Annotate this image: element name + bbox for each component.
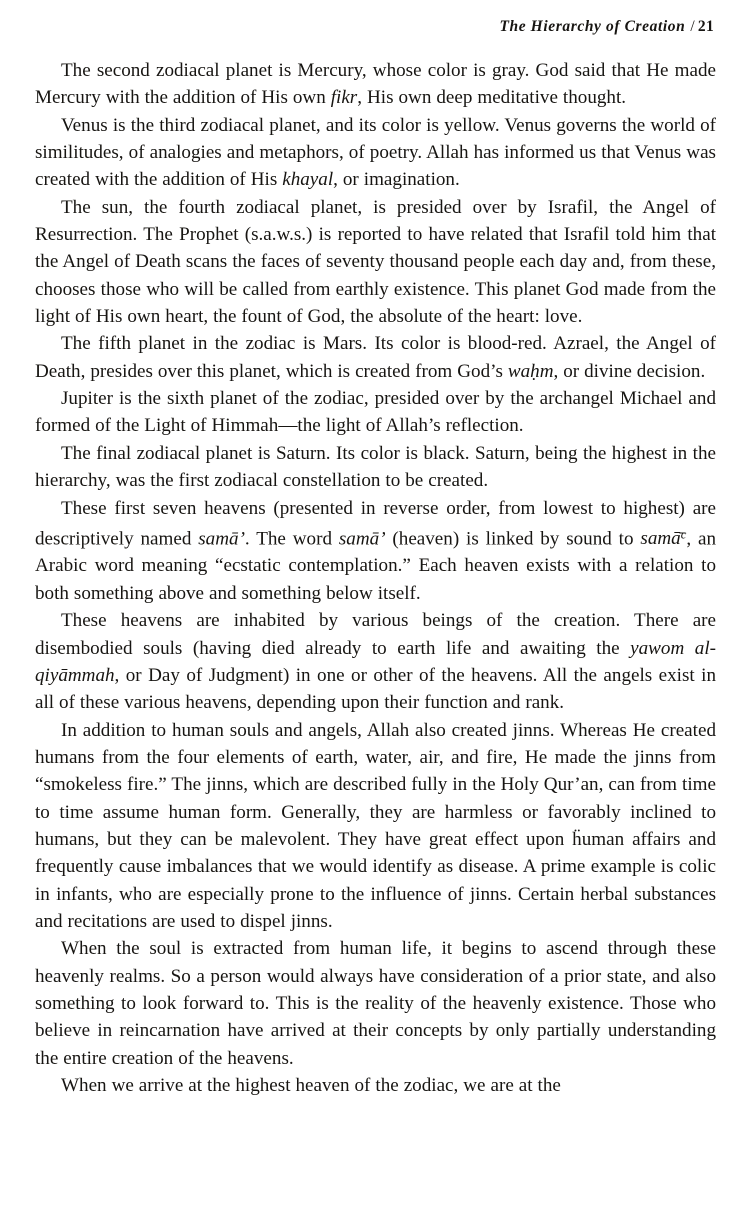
text-run: (heaven) is linked by sound to	[385, 528, 641, 550]
transliterated-term: khayal	[282, 169, 334, 191]
paragraph	[35, 440, 716, 495]
text-run: In addition to human souls and angels, Allah also created jinns. Whereas He created humans from the four elements of earth, water, air, and fire, He made the jinns from “smokeless fire.” The jinns, which are described fully in the Holy Qur’an, can from time to time assume human form. Generally, they are harmless or favorably inclined to humans, but they can be malevolent. They have great effect upon ḧuman affairs and frequently cause imbalances that we would identify as disease. A prime example is colic in infants, who are especially prone to the influence of jinns. Certain herbal substances and recitations are used to dispel jinns.	[35, 719, 716, 932]
text-run: , an Arabic word meaning “ecstatic contemplation.” Each heaven exists with a relation to both something above and something below itself.	[35, 528, 716, 604]
text-run: , His own deep meditative thought.	[357, 87, 627, 109]
paragraph	[35, 1072, 716, 1099]
paragraph	[35, 112, 716, 194]
transliterated-term: yawom al-qiyāmmah	[35, 637, 716, 686]
text-run: The second zodiacal planet is Mercury, whose color is gray. God said that He made Mercury with the addition of His own	[35, 60, 716, 109]
transliterated-term: samā’	[198, 528, 245, 550]
paragraph	[35, 495, 716, 608]
text-run: . The word	[244, 528, 339, 550]
text-run: The sun, the fourth zodiacal planet, is presided over by Israfil, the Angel of Resurrection. The Prophet (s.a.w.s.) is reported to have related that Israfil told him that the Angel of Death scans the faces of seventy thousand people each day and, from these, chooses those who will be called from earthly existence. This planet God made from the light of His own heart, the fount of God, the absolute of the heart: love.	[35, 196, 716, 328]
transliterated-term: samā’	[338, 528, 386, 550]
paragraph	[35, 194, 716, 331]
text-run: The final zodiacal planet is Saturn. Its color is black. Saturn, being the highest in the hierarchy, was the first zodiacal constellation to be created.	[35, 442, 716, 492]
text-run: Jupiter is the sixth planet of the zodiac, presided over by the archangel Michael and formed of the Light of Himmah—the light of Allah’s reflection.	[35, 388, 716, 437]
text-run: , or imagination.	[333, 169, 460, 191]
transliterated-term: samā̄$^c$	[640, 527, 687, 550]
paragraph	[35, 935, 716, 1072]
text-run: Venus is the third zodiacal planet, and its color is yellow. Venus governs the world of similitudes, of analogies and metaphors, of poetry. Allah has informed us that Venus was created with the addition of His	[35, 114, 716, 191]
paragraph	[35, 57, 716, 112]
transliterated-term: fikr	[330, 87, 358, 109]
running-head	[35, 18, 714, 36]
paragraph	[35, 330, 716, 385]
transliterated-term: waḥm	[507, 360, 554, 382]
paragraph	[35, 385, 716, 440]
paragraph	[35, 607, 716, 716]
page-number: 21	[697, 18, 714, 35]
text-run: When we arrive at the highest heaven of the zodiac, we are at the	[61, 1075, 561, 1096]
paragraph	[35, 717, 716, 936]
running-head-separator: /	[690, 18, 695, 35]
text-run: , or divine decision.	[553, 360, 706, 382]
body-text-column	[35, 57, 716, 1099]
text-run: When the soul is extracted from human life, it begins to ascend through these heavenly realms. So a person would always have consideration of a prior state, and also something to look forward to. This is the reality of the heavenly existence. Those who believe in reincarnation have arrived at their concepts by only partially understanding the entire creation of the heavens.	[35, 938, 716, 1069]
text-run: These first seven heavens (presented in reverse order, from lowest to highest) are descriptively named	[35, 497, 716, 550]
text-run: The fifth planet in the zodiac is Mars. Its color is blood-red. Azrael, the Angel of Death, presides over this planet, which is created from God’s	[35, 333, 716, 382]
text-run: These heavens are inhabited by various beings of the creation. There are disembodied souls (having died already to earth life and awaiting the	[35, 610, 716, 659]
running-head-title: The Hierarchy of Creation	[499, 18, 686, 35]
superscript-ayn: c	[680, 527, 687, 542]
text-run: , or Day of Judgment) in one or other of the heavens. All the angels exist in all of these various heavens, depending upon their function and rank.	[35, 664, 716, 714]
